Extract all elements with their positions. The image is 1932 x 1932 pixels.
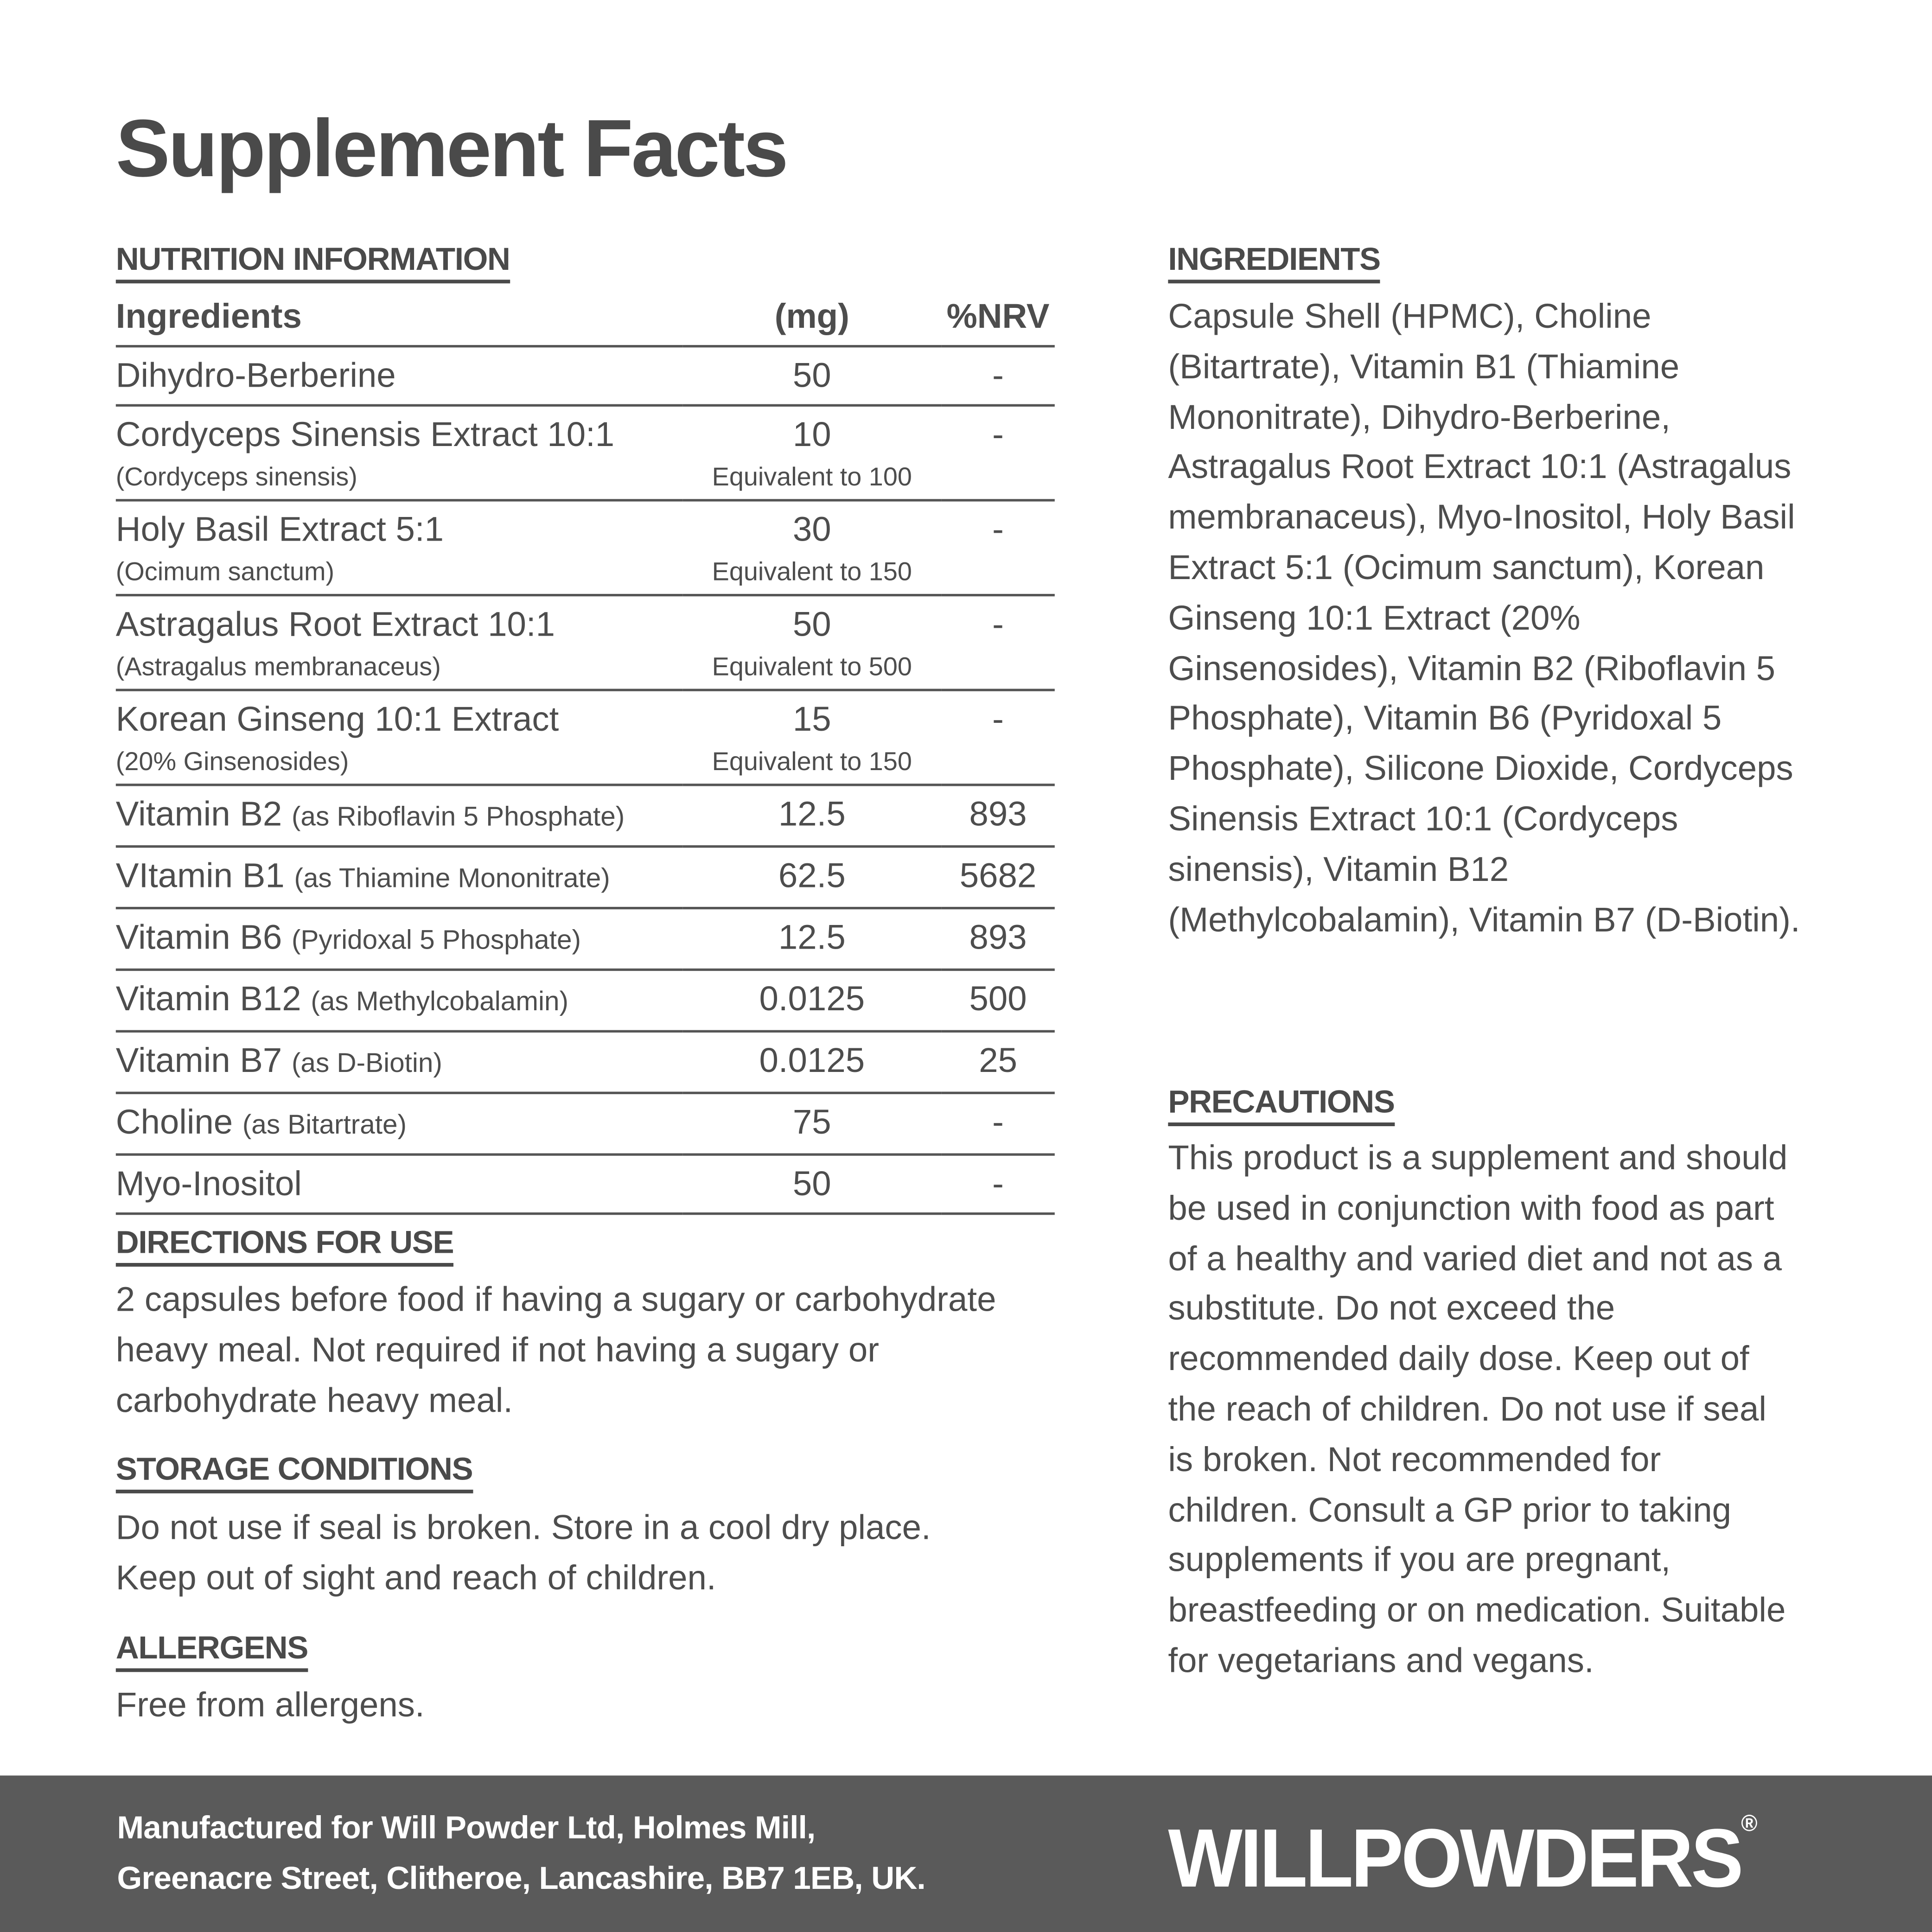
mg-cell <box>682 500 941 595</box>
nutrition-heading: NUTRITION INFORMATION <box>116 240 510 283</box>
ingredient-name <box>116 500 682 595</box>
storage-text: Do not use if seal is broken. Store in a cool dry place. Keep out of sight and reach of children. <box>115 1508 931 1597</box>
ingredient-label: Holy Basil Extract 5:1 <box>115 510 444 548</box>
mg-cell <box>682 1093 941 1154</box>
mg-value: 50 <box>792 1164 831 1203</box>
mg-cell <box>682 1154 941 1214</box>
table-row <box>116 405 1055 500</box>
nrv-value: 893 <box>941 785 1054 847</box>
ingredient-name <box>116 969 682 1031</box>
nrv-value: - <box>941 500 1054 595</box>
mg-value: 75 <box>792 1103 831 1141</box>
nrv-value: 893 <box>941 908 1054 970</box>
nrv-value: - <box>941 690 1054 785</box>
mg-cell <box>682 908 941 970</box>
ingredient-form: (as Bitartrate) <box>242 1109 407 1140</box>
mg-cell <box>682 405 941 500</box>
manufacturer-address <box>117 1803 925 1904</box>
ingredient-form: (Pyridoxal 5 Phosphate) <box>291 924 581 955</box>
equivalent-value: Equivalent to 150 <box>712 748 912 777</box>
equivalent-value: Equivalent to 500 <box>712 653 912 682</box>
ingredient-name <box>116 405 682 500</box>
ingredient-label: Choline <box>115 1103 233 1141</box>
table-row <box>116 847 1055 908</box>
ingredient-label: Korean Ginseng 10:1 Extract <box>115 700 559 738</box>
equivalent-value: Equivalent to 100 <box>712 463 912 492</box>
mg-cell <box>682 346 941 406</box>
mg-cell <box>682 690 941 785</box>
table-row <box>116 969 1055 1031</box>
nrv-value: - <box>941 1154 1054 1214</box>
ingredient-form: (as Thiamine Mononitrate) <box>294 862 610 893</box>
allergens-text: Free from allergens. <box>115 1685 425 1724</box>
ingredient-source: (20% Ginsenosides) <box>115 748 349 777</box>
mg-cell <box>682 847 941 908</box>
table-row <box>116 500 1055 595</box>
mg-cell <box>682 785 941 847</box>
mg-value: 62.5 <box>778 856 846 895</box>
ingredient-name <box>116 1154 682 1214</box>
ingredients-heading: INGREDIENTS <box>1168 240 1380 283</box>
ingredient-label: Vitamin B6 <box>115 918 282 956</box>
ingredient-source: (Ocimum sanctum) <box>115 558 335 587</box>
table-row <box>116 1093 1055 1154</box>
nrv-value: - <box>941 405 1054 500</box>
page-title: Supplement Facts <box>115 102 787 194</box>
address-line-2: Greenacre Street, Clitheroe, Lancashire, BB7 1EB, UK. <box>117 1859 925 1896</box>
precautions-text: This product is a supplement and should be used in conjunction with food as part of a healthy and varied diet and not as a substitute. Do not exceed the recommended daily dose. Keep out of the reach of children. Do not use if seal is broken. Not recommended for children. Consult a GP prior to taking supplements if you are pregnant, breastfeeding or on medication. Suitable for vegetarians and vegans. <box>1168 1138 1788 1680</box>
mg-value: 12.5 <box>778 918 846 956</box>
ingredient-label: VItamin B1 <box>115 856 285 895</box>
ingredient-name <box>116 847 682 908</box>
ingredient-name <box>116 908 682 970</box>
ingredient-label: Dihydro-Berberine <box>115 356 396 395</box>
nrv-value: - <box>941 595 1054 690</box>
address-line-1: Manufactured for Will Powder Ltd, Holmes Mill, <box>117 1809 816 1846</box>
ingredient-label: Myo-Inositol <box>115 1164 302 1203</box>
ingredient-form: (as Methylcobalamin) <box>311 986 568 1017</box>
ingredient-name <box>116 346 682 406</box>
table-row <box>116 595 1055 690</box>
col-nrv: %NRV <box>941 291 1054 346</box>
mg-cell <box>682 595 941 690</box>
mg-cell <box>682 1031 941 1093</box>
mg-value: 12.5 <box>778 795 846 833</box>
col-ingredients: Ingredients <box>116 291 682 346</box>
ingredient-name <box>116 1031 682 1093</box>
footer <box>0 1776 1932 1932</box>
nrv-value: 25 <box>941 1031 1054 1093</box>
ingredient-source: (Cordyceps sinensis) <box>115 463 357 492</box>
ingredient-form: (as D-Biotin) <box>291 1047 442 1078</box>
table-row <box>116 1031 1055 1093</box>
table-row <box>116 908 1055 970</box>
nrv-value: - <box>941 1093 1054 1154</box>
table-row <box>116 785 1055 847</box>
table-row <box>116 346 1055 406</box>
allergens-heading: ALLERGENS <box>116 1629 308 1672</box>
col-mg: (mg) <box>682 291 941 346</box>
storage-heading: STORAGE CONDITIONS <box>116 1450 472 1493</box>
mg-value: 10 <box>792 415 831 453</box>
table-row <box>116 690 1055 785</box>
directions-heading: DIRECTIONS FOR USE <box>116 1224 454 1267</box>
registered-mark: ® <box>1741 1810 1755 1836</box>
ingredient-label: Vitamin B12 <box>115 979 301 1018</box>
ingredient-name <box>116 690 682 785</box>
ingredient-name <box>116 785 682 847</box>
mg-value: 30 <box>792 510 831 548</box>
logo-text: WILLPOWDERS <box>1168 1811 1741 1905</box>
nutrition-table <box>116 291 1055 1215</box>
table-row <box>116 1154 1055 1214</box>
ingredient-name <box>116 1093 682 1154</box>
ingredient-name <box>116 595 682 690</box>
ingredient-source: (Astragalus membranaceus) <box>115 653 441 682</box>
ingredient-label: Vitamin B2 <box>115 795 282 833</box>
mg-value: 15 <box>792 700 831 738</box>
mg-cell <box>682 969 941 1031</box>
mg-value: 0.0125 <box>759 1041 865 1079</box>
nrv-value: - <box>941 346 1054 406</box>
mg-value: 50 <box>792 605 831 644</box>
willpowders-logo <box>1168 1810 1755 1906</box>
mg-value: 50 <box>792 356 831 395</box>
ingredients-text: Capsule Shell (HPMC), Choline (Bitartrate), Vitamin B1 (Thiamine Mononitrate), Dihydro-Berberine, Astragalus Root Extract 10:1 (Astragalus membranaceus), Myo-Inositol, Holy Basil Extract 5:1 (Ocimum sanctum), Korean Ginseng 10:1 Extract (20% Ginsenosides), Vitamin B2 (Riboflavin 5 Phosphate), Vitamin B6 (Pyridoxal 5 Phosphate), Silicone Dioxide, Cordyceps Sinensis Extract 10:1 (Cordyceps sinensis), Vitamin B12 (Methylcobalamin), Vitamin B7 (D-Biotin). <box>1168 297 1800 938</box>
ingredient-label: Astragalus Root Extract 10:1 <box>115 605 555 644</box>
ingredient-form: (as Riboflavin 5 Phosphate) <box>291 801 625 832</box>
ingredient-label: Vitamin B7 <box>115 1041 282 1079</box>
ingredient-label: Cordyceps Sinensis Extract 10:1 <box>115 415 615 453</box>
nrv-value: 500 <box>941 969 1054 1031</box>
precautions-heading: PRECAUTIONS <box>1168 1083 1394 1126</box>
equivalent-value: Equivalent to 150 <box>712 558 912 587</box>
directions-text: 2 capsules before food if having a sugary or carbohydrate heavy meal. Not required if not having a sugary or carbohydrate heavy meal. <box>115 1280 996 1419</box>
mg-value: 0.0125 <box>759 979 865 1018</box>
nrv-value: 5682 <box>941 847 1054 908</box>
